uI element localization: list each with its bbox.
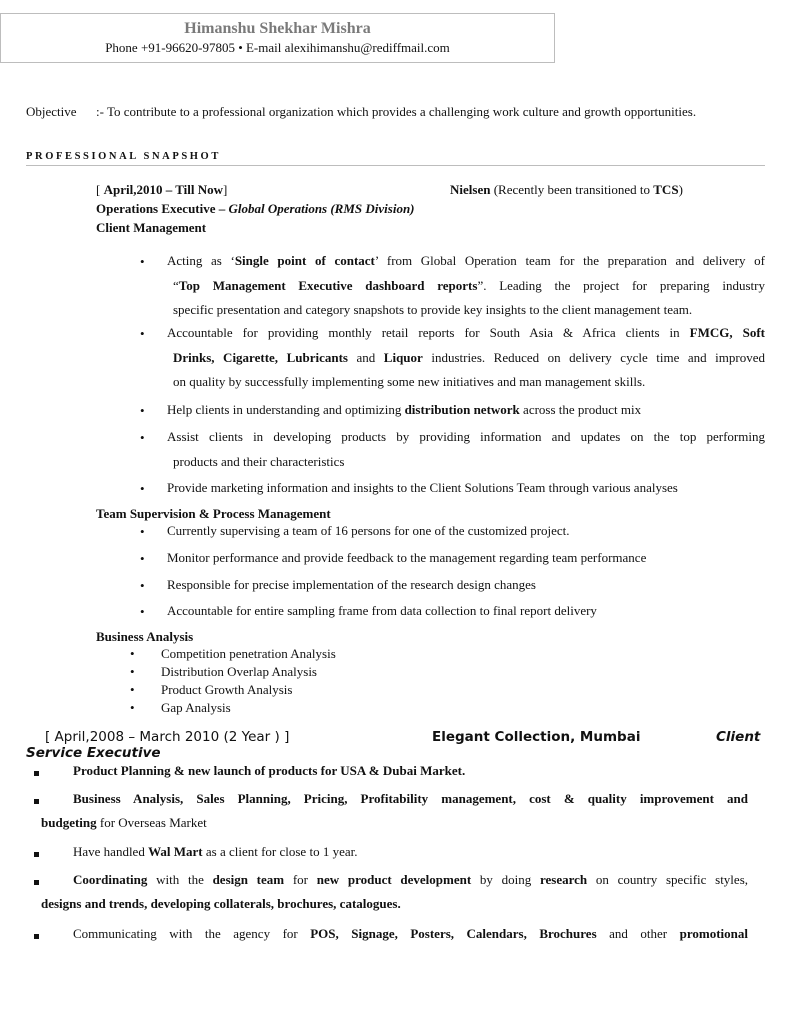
list-item [41,868,748,916]
section-title: PROFESSIONAL SNAPSHOT [26,151,221,162]
text-run: Coordinating [73,872,148,887]
text-run: Liquor [383,349,423,365]
job1-company-line [450,182,683,198]
team-supervision-heading: Team Supervision & Process Management [96,506,331,521]
item-line-2 [167,450,765,475]
list-item: Gap Analysis [161,700,231,715]
job1-header [96,182,683,198]
bullet-dot: • [140,551,145,566]
item-line-1 [41,759,748,783]
list-item: Currently supervising a team of 16 persons for one of the customized project. [167,523,570,538]
square-bullet [34,852,39,857]
item-line-1 [167,321,765,346]
text-run: design team [212,872,285,887]
job1-company-note-bold: TCS [653,182,679,197]
list-item [167,425,765,474]
text-run: products and their characteristics [173,453,345,469]
item-line-1 [41,840,748,864]
text-run: Help clients in understanding and optimizing [167,402,405,417]
item-line-1 [167,425,765,450]
bullet-dot: • [130,646,135,661]
bullet-dot: • [140,403,145,418]
bullet-dot: • [140,578,145,593]
item-line-1 [167,480,678,495]
item-line-1 [167,402,641,417]
contact-line: Phone +91-96620-97805 • E-mail alexihimanshu@rediffmail.com [105,40,450,55]
text-run: for Overseas Market [96,815,207,830]
bullet-dot: • [140,604,145,619]
list-item [167,398,765,423]
bullet-dot: • [140,481,145,496]
list-item: Product Growth Analysis [161,682,293,697]
list-item: Distribution Overlap Analysis [161,664,317,679]
text-run: new product development [316,872,472,887]
bullet-dot: • [130,682,135,697]
list-item [167,321,765,395]
list-item [167,476,765,501]
item-line-2 [167,346,765,371]
text-run: Top Management Executive dashboard reports [178,277,478,293]
text-run: promotional [679,926,749,941]
text-run: on country specific styles, [587,872,748,887]
text-run: Business Analysis, Sales Planning, Pricing, Profitability management, cost & quality improvement and [73,791,748,806]
list-item: Accountable for entire sampling frame from data collection to final report delivery [167,603,597,618]
list-item [41,787,748,835]
job1-company: Nielsen [450,182,491,197]
job1-company-note: (Recently been transitioned to [490,182,654,197]
square-bullet [34,934,39,939]
item-line-2 [41,892,748,916]
text-run: Product Planning & new launch of products for USA & Dubai Market. [73,763,466,778]
bullet-dot: • [140,524,145,539]
text-run: on quality by successfully implementing some new initiatives and man management skills. [173,374,646,389]
candidate-name: Himanshu Shekhar Mishra [184,20,371,37]
client-management-heading: Client Management [96,220,207,235]
list-item: Competition penetration Analysis [161,646,336,661]
job2-role-part1: Client [716,729,761,745]
bullet-dot: • [130,700,135,715]
bullet-dot: • [140,430,145,445]
bullet-dot: • [140,326,145,341]
square-bullet [34,799,39,804]
text-run: across the product mix [519,402,642,417]
item-line-3 [167,370,765,395]
text-run: Acting as ‘ [167,253,235,268]
text-run: for [284,872,317,887]
text-run: specific presentation and category snapshots to provide key insights to the client management team. [173,302,693,317]
list-item [167,249,765,323]
item-line-2 [167,274,765,299]
item-line-3 [167,298,765,323]
text-run: Provide marketing information and insights to the Client Solutions Team through various analyses [167,480,678,495]
text-run: budgeting [41,815,97,830]
text-run: Wal Mart [148,844,203,859]
business-analysis-heading: Business Analysis [96,629,194,644]
text-run: Have handled [73,844,149,859]
text-run: and [347,349,384,365]
text-run: Communicating with the agency for [73,926,311,941]
text-run: by doing [471,872,540,887]
job1-role-title: Operations Executive – [96,201,229,216]
list-item: Responsible for precise implementation of the research design changes [167,577,536,592]
job1-role [96,201,415,217]
job1-dates-open: [ [96,182,104,197]
list-item: Monitor performance and provide feedback to the management regarding team performance [167,550,647,565]
text-run: “ [173,277,179,293]
bullet-dot: • [140,254,145,269]
job2-company: Elegant Collection, Mumbai [432,729,641,745]
text-run: with the [147,872,213,887]
square-bullet [34,880,39,885]
text-run: Accountable for providing monthly retail reports for South Asia & Africa clients in [167,325,690,340]
bullet-dot: • [130,664,135,679]
text-run: research [539,872,588,887]
text-run: as a client for close to 1 year. [202,844,358,859]
objective-text: :- To contribute to a professional organization which provides a challenging work culture and growth opportunities. [96,104,697,119]
objective [26,104,696,120]
list-item [41,922,748,946]
text-run: industries. Reduced on delivery cycle time and improved [422,349,765,365]
list-item [41,759,748,783]
job1-dates-close: ] [223,182,228,197]
job2-role-part2: Service Executive [26,745,161,761]
item-line-1 [41,922,748,946]
text-run: designs and trends, developing collaterals, brochures, catalogues. [41,896,401,911]
job2-dates: [ April,2008 – March 2010 (2 Year ) ] [45,729,290,745]
text-run: FMCG, Soft [689,325,765,340]
text-run: Single point of contact [234,253,375,268]
section-rule [26,165,765,166]
item-line-1 [41,787,748,811]
item-line-1 [41,868,748,892]
text-run: POS, Signage, Posters, Calendars, Brochures [310,926,597,941]
text-run: ”. Leading the project for preparing industry [477,277,765,293]
text-run: and other [596,926,680,941]
text-run: ’ from Global Operation team for the preparation and delivery of [374,253,765,268]
text-run: Assist clients in developing products by providing information and updates on the top performing [167,429,765,444]
list-item [41,840,748,864]
text-run: distribution network [404,402,520,417]
square-bullet [34,771,39,776]
text-run: Drinks, Cigarette, Lubricants [173,349,348,365]
job1-company-note-end: ) [678,182,683,197]
item-line-1 [167,249,765,274]
objective-label: Objective [26,104,77,119]
item-line-2 [41,811,748,835]
job1-dates: April,2010 – Till Now [103,182,224,197]
job1-division: Global Operations (RMS Division) [228,201,415,216]
